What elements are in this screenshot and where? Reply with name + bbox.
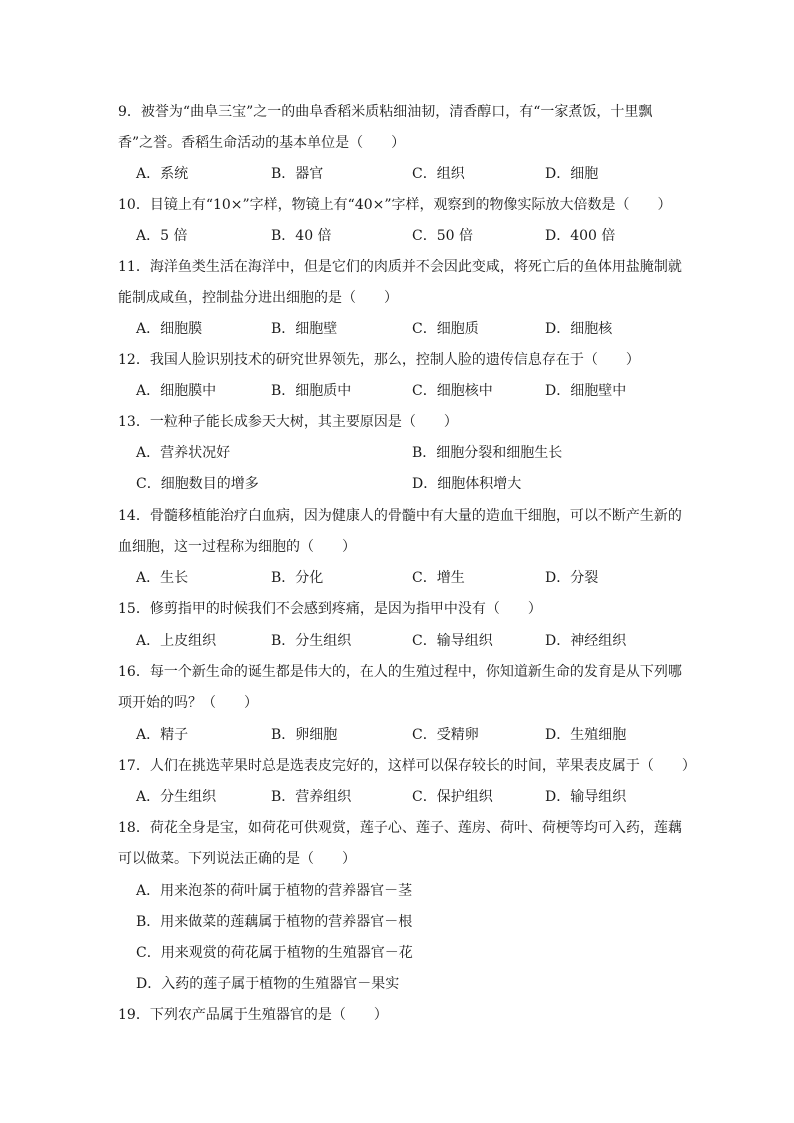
option-c: C．增生 bbox=[412, 570, 465, 586]
option-b: B．细胞壁 bbox=[271, 321, 338, 337]
option-d: D．分裂 bbox=[545, 570, 599, 586]
option-d: D．入药的莲子属于植物的生殖器官－果实 bbox=[136, 976, 400, 992]
option-a: A．系统 bbox=[136, 166, 189, 182]
option-c: C．输导组织 bbox=[412, 633, 493, 649]
option-b: B．器官 bbox=[271, 166, 324, 182]
option-b: B．分化 bbox=[271, 570, 324, 586]
option-c: C．组织 bbox=[412, 166, 465, 182]
question-13 bbox=[118, 407, 678, 438]
option-b: B．用来做菜的莲藕属于植物的营养器官－根 bbox=[136, 914, 413, 930]
question-stem: 12．我国人脸识别技术的研究世界领先，那么，控制人脸的遗传信息存在于（ ） bbox=[118, 352, 640, 368]
question-14 bbox=[118, 501, 682, 563]
option-a: A．细胞膜 bbox=[136, 321, 203, 337]
option-d: D．生殖细胞 bbox=[545, 727, 627, 743]
question-16 bbox=[118, 657, 682, 719]
question-9 bbox=[118, 97, 678, 159]
question-stem-continued: 可以做菜。下列说法正确的是（ ） bbox=[118, 851, 356, 867]
question-stem: 9．被誉为“曲阜三宝”之一的曲阜香稻米质粘细油韧，清香醇口，有“一家煮饭，十里飘 bbox=[118, 104, 653, 120]
option-b: B．卵细胞 bbox=[271, 727, 338, 743]
option-a: A．上皮组织 bbox=[136, 633, 217, 649]
option-a: A．生长 bbox=[136, 570, 189, 586]
question-12 bbox=[118, 345, 678, 376]
question-stem-continued: 项开始的吗？（ ） bbox=[118, 695, 258, 711]
question-stem: 14．骨髓移植能治疗白血病，因为健康人的骨髓中有大量的造血干细胞，可以不断产生新的 bbox=[118, 508, 682, 524]
question-stem: 17．人们在挑选苹果时总是选表皮完好的，这样可以保存较长的时间，苹果表皮属于（ ） bbox=[118, 758, 696, 774]
option-d: D．细胞体积增大 bbox=[412, 476, 522, 492]
option-d: D．神经组织 bbox=[545, 633, 627, 649]
option-c: C．保护组织 bbox=[412, 789, 493, 805]
question-10 bbox=[118, 190, 678, 221]
option-b: B．细胞质中 bbox=[271, 383, 352, 399]
question-stem: 18．荷花全身是宝，如荷花可供观赏，莲子心、莲子、莲房、荷叶、荷梗等均可入药，莲藕 bbox=[118, 820, 682, 836]
option-a: A．5 倍 bbox=[136, 228, 188, 244]
option-c: C．50 倍 bbox=[412, 228, 473, 244]
question-18 bbox=[118, 813, 682, 875]
question-stem: 16．每一个新生命的诞生都是伟大的，在人的生殖过程中，你知道新生命的发育是从下列哪 bbox=[118, 664, 682, 680]
option-d: D．细胞核 bbox=[545, 321, 613, 337]
option-d: D．细胞壁中 bbox=[545, 383, 627, 399]
option-b: B．40 倍 bbox=[271, 228, 332, 244]
option-a: A．用来泡茶的荷叶属于植物的营养器官－茎 bbox=[136, 883, 413, 899]
question-17 bbox=[118, 751, 696, 782]
option-d: D．400 倍 bbox=[545, 228, 616, 244]
option-b: B．细胞分裂和细胞生长 bbox=[412, 445, 563, 461]
option-a: A．营养状况好 bbox=[136, 445, 231, 461]
question-stem: 10．目镜上有“10×”字样，物镜上有“40×”字样，观察到的物像实际放大倍数是（ ） bbox=[118, 197, 672, 213]
question-stem-continued: 香”之誉。香稻生命活动的基本单位是（ ） bbox=[118, 135, 406, 151]
option-d: D．输导组织 bbox=[545, 789, 627, 805]
option-b: B．分生组织 bbox=[271, 633, 352, 649]
question-stem: 15．修剪指甲的时候我们不会感到疼痛，是因为指甲中没有（ ） bbox=[118, 601, 542, 617]
option-c: C．受精卵 bbox=[412, 727, 479, 743]
option-b: B．营养组织 bbox=[271, 789, 352, 805]
question-15 bbox=[118, 594, 678, 625]
option-c: C．细胞质 bbox=[412, 321, 479, 337]
question-stem-continued: 能制成咸鱼，控制盐分进出细胞的是（ ） bbox=[118, 290, 398, 306]
option-c: C．用来观赏的荷花属于植物的生殖器官－花 bbox=[136, 945, 413, 961]
option-c: C．细胞数目的增多 bbox=[136, 476, 259, 492]
question-stem: 11．海洋鱼类生活在海洋中，但是它们的肉质并不会因此变咸，将死亡后的鱼体用盐腌制就 bbox=[118, 259, 682, 275]
question-19 bbox=[118, 1000, 678, 1031]
option-a: A．细胞膜中 bbox=[136, 383, 217, 399]
question-stem-continued: 血细胞，这一过程称为细胞的（ ） bbox=[118, 539, 356, 555]
option-a: A．精子 bbox=[136, 727, 189, 743]
question-11 bbox=[118, 252, 682, 314]
option-a: A．分生组织 bbox=[136, 789, 217, 805]
question-stem: 19．下列农产品属于生殖器官的是（ ） bbox=[118, 1007, 388, 1023]
question-stem: 13．一粒种子能长成参天大树，其主要原因是（ ） bbox=[118, 414, 458, 430]
option-d: D．细胞 bbox=[545, 166, 599, 182]
option-c: C．细胞核中 bbox=[412, 383, 493, 399]
